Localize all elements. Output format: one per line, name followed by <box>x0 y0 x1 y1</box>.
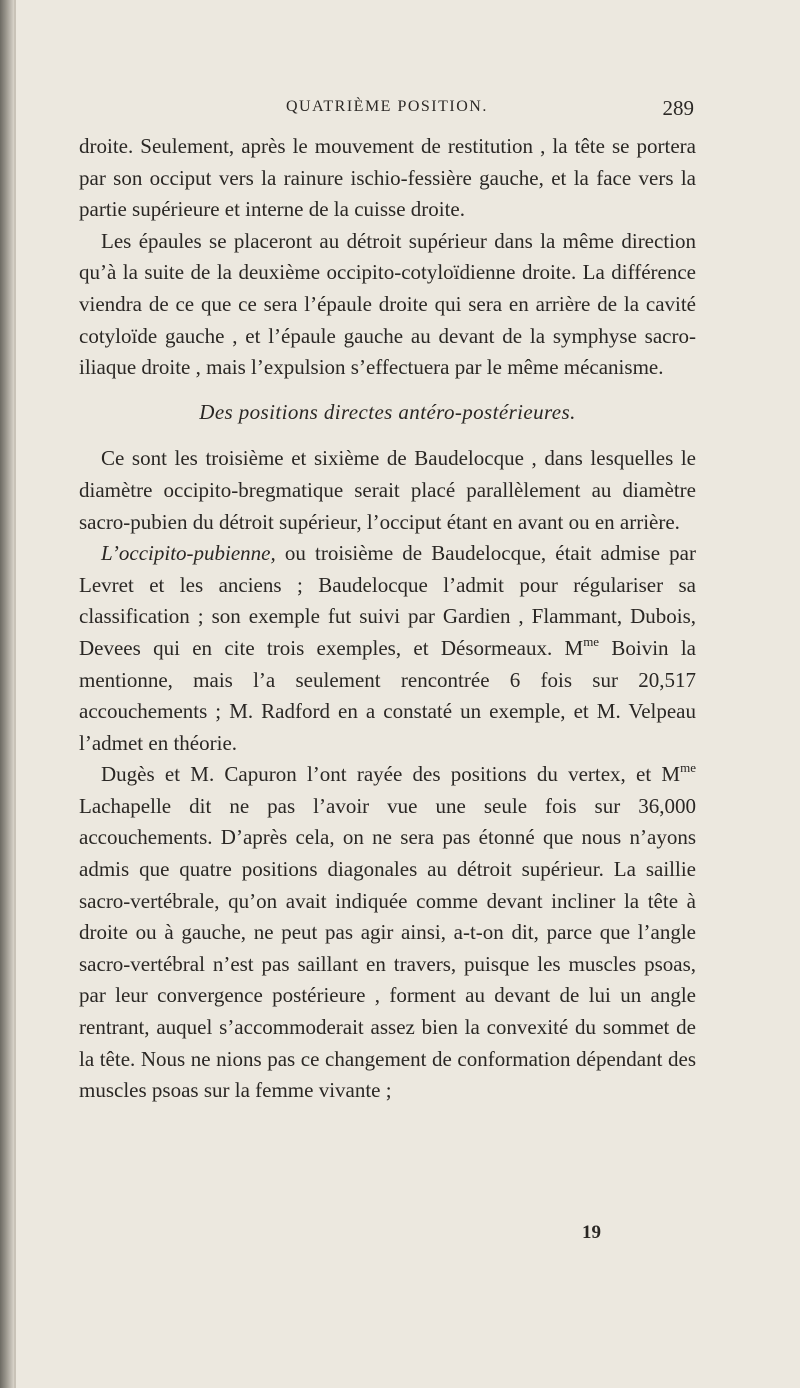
paragraph-1: droite. Seulement, après le mouvement de restitution , la tête se portera par son occiput vers la rainure ischio-fessière gauche, et la face vers la partie supérieure et interne de la cuisse droite. <box>79 134 696 222</box>
page-number: 289 <box>662 96 694 120</box>
paragraph-5-text-b: Lachapelle dit ne pas l’avoir vue une seule fois sur 36,000 accouchements. D’après cela, on ne sera pas étonné que nous n’ayons admis que quatre positions diagonales au détroit supérieur. La saillie sacro-vertébrale, qu’on avait indiquée comme devant incliner la tête à droite ou à gauche, ne peut pas agir ainsi, a-t-on dit, parce que l’angle sacro-vertébral n’est pas saillant en travers, puisque les muscles psoas, par leur convergence postérieure , forment au devant de lui un angle rentrant, auquel s’accommoderait assez bien la convexité du sommet de la tête. Nous ne nions pas ce changement de conformation dépendant des muscles psoas sur la femme vivante ; <box>79 793 696 1103</box>
paragraph-3: Ce sont les troisième et sixième de Baudelocque , dans lesquelles le diamètre occipito-bregmatique serait placé parallèlement au diamètre sacro-pubien du détroit supérieur, l’occiput étant en avant ou en arrière. <box>79 446 696 534</box>
section-heading: Des positions directes antéro-postérieures. <box>199 399 576 424</box>
page-header <box>80 96 694 120</box>
running-head: QUATRIÈME POSITION. <box>286 98 488 115</box>
paragraph-4-superscript: me <box>583 633 600 649</box>
signature-mark: 19 <box>582 1222 601 1243</box>
paragraph-5 <box>79 759 696 1107</box>
paragraph-5-superscript: me <box>680 760 696 776</box>
paragraph-4-text-a: ou troisième de Baudelocque, était admise par Levret et les anciens ; Baudelocque l’admit pour régulariser sa classification ; son exemple fut suivi par Gardien , Flammant, Dubois, Devees qui en cite trois exemples, et Désormeaux. M <box>79 541 696 660</box>
paragraph-4-italic: L’occipito-pubienne, <box>101 541 276 566</box>
paragraph-4-text-b: Boivin la mentionne, mais l’a seulement rencontrée 6 fois sur 20,517 accouchements ; M. Radford en a constaté un exemple, et M. Velpeau l’admet en théorie. <box>79 635 696 755</box>
paragraph-4 <box>79 538 696 759</box>
body-text <box>79 131 696 1107</box>
paragraph-5-text-a: Dugès et M. Capuron l’ont rayée des positions du vertex, et M <box>101 762 681 787</box>
paragraph-2: Les épaules se placeront au détroit supérieur dans la même direction qu’à la suite de la deuxième occipito-cotyloïdienne droite. La différence viendra de ce que ce sera l’épaule droite qui sera en arrière de la cavité cotyloïde gauche , et l’épaule gauche au devant de la symphyse sacro-iliaque droite , mais l’expulsion s’effectuera par le même mécanisme. <box>79 228 696 380</box>
